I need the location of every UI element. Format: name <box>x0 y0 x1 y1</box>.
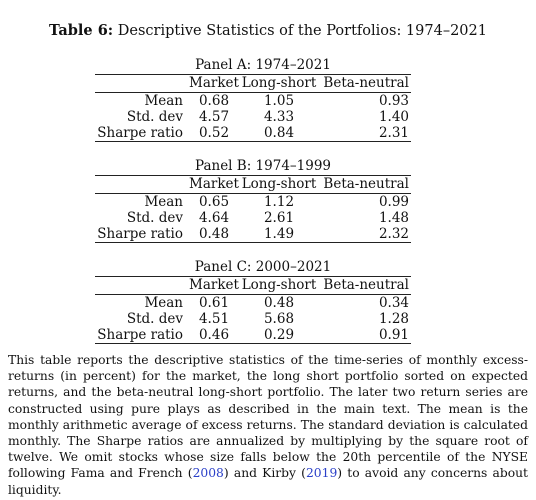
header-cell-long-short: Long-short <box>239 277 319 295</box>
header-cell-long-short: Long-short <box>239 75 319 93</box>
cell-market: 0.61 <box>198 295 230 311</box>
header-cell-blank <box>95 277 189 295</box>
row-label: Sharpe ratio <box>95 226 189 243</box>
table-row <box>95 295 411 312</box>
table-notes <box>8 352 528 498</box>
cell-market: 0.46 <box>189 327 239 344</box>
panel-title: Panel C: 2000–2021 <box>194 259 332 275</box>
cell-beta-neutral: 0.99 <box>378 194 409 210</box>
citation-link-kirby[interactable]: 2019 <box>305 466 338 481</box>
row-label: Mean <box>144 93 183 109</box>
cell-beta-neutral: 0.34 <box>378 295 409 311</box>
table-row <box>95 311 411 327</box>
table-row <box>95 327 411 344</box>
row-label: Sharpe ratio <box>95 125 189 142</box>
cell-beta-neutral: 0.91 <box>319 327 411 344</box>
row-label: Std. dev <box>126 210 183 226</box>
notes-text: ) to avoid any concerns about liquidity. <box>8 466 528 497</box>
cell-beta-neutral: 1.40 <box>378 109 409 125</box>
table-row <box>95 194 411 211</box>
cell-market: 0.48 <box>189 226 239 243</box>
cell-market: 0.68 <box>198 93 230 109</box>
stats-table <box>95 276 411 344</box>
row-label: Mean <box>144 194 183 210</box>
row-label: Sharpe ratio <box>95 327 189 344</box>
header-cell-market: Market <box>189 176 239 192</box>
header-row <box>95 176 411 194</box>
cell-long-short: 0.29 <box>239 327 319 344</box>
table-row <box>95 210 411 226</box>
notes-text: This table reports the descriptive statistics of the time-series of monthly excess-returns (in percent) for the market, the long short portfolio sorted on expected returns, and the beta-neutral long-short portfolio. The later two return series are constructed using pure plays as described in the main text. The mean is the monthly arithmetic average of excess returns. The standard deviation is calculated monthly. The Sharpe ratios are annualized by multiplying by the square root of twelve. We omit stocks whose size falls below the 20th percentile of the NYSE following Fama and French ( <box>8 353 528 481</box>
cell-market: 4.64 <box>198 210 230 226</box>
panel-a <box>95 56 411 142</box>
cell-long-short: 4.33 <box>263 109 295 125</box>
cell-market: 0.52 <box>189 125 239 142</box>
citation-link-fama-french[interactable]: 2008 <box>192 466 224 481</box>
stats-table <box>95 175 411 243</box>
cell-long-short: 2.61 <box>263 210 295 226</box>
panel-c <box>95 258 411 344</box>
cell-beta-neutral: 1.48 <box>378 210 409 226</box>
table-caption-title: Descriptive Statistics of the Portfolios: 1974–2021 <box>117 23 487 39</box>
header-cell-long-short: Long-short <box>239 176 319 194</box>
header-cell-blank <box>95 176 189 194</box>
cell-beta-neutral: 2.32 <box>319 226 411 243</box>
row-label: Std. dev <box>126 311 183 327</box>
cell-long-short: 0.48 <box>263 295 295 311</box>
cell-long-short: 1.12 <box>263 194 295 210</box>
table-row <box>95 93 411 110</box>
panel-title: Panel B: 1974–1999 <box>194 158 332 174</box>
cell-long-short: 1.05 <box>263 93 295 109</box>
cell-market: 4.57 <box>198 109 230 125</box>
header-row <box>95 75 411 93</box>
header-cell-market: Market <box>189 75 239 91</box>
header-cell-beta-neutral: Beta-neutral <box>319 277 411 295</box>
cell-market: 0.65 <box>198 194 230 210</box>
cell-long-short: 0.84 <box>239 125 319 142</box>
table-row <box>95 109 411 125</box>
stats-table <box>95 74 411 142</box>
table-caption <box>0 22 536 39</box>
cell-beta-neutral: 0.93 <box>378 93 409 109</box>
panel-title: Panel A: 1974–2021 <box>195 57 331 73</box>
cell-beta-neutral: 2.31 <box>319 125 411 142</box>
table-row <box>95 125 411 142</box>
row-label: Mean <box>144 295 183 311</box>
cell-beta-neutral: 1.28 <box>378 311 409 327</box>
header-cell-blank <box>95 75 189 93</box>
cell-market: 4.51 <box>198 311 230 327</box>
header-row <box>95 277 411 295</box>
row-label: Std. dev <box>126 109 183 125</box>
notes-text: ) and Kirby ( <box>223 466 306 481</box>
panel-b <box>95 157 411 243</box>
header-cell-beta-neutral: Beta-neutral <box>319 75 411 93</box>
header-cell-beta-neutral: Beta-neutral <box>319 176 411 194</box>
table-row <box>95 226 411 243</box>
cell-long-short: 1.49 <box>239 226 319 243</box>
header-cell-market: Market <box>189 277 239 293</box>
table-caption-label: Table 6: <box>48 22 114 39</box>
cell-long-short: 5.68 <box>263 311 295 327</box>
